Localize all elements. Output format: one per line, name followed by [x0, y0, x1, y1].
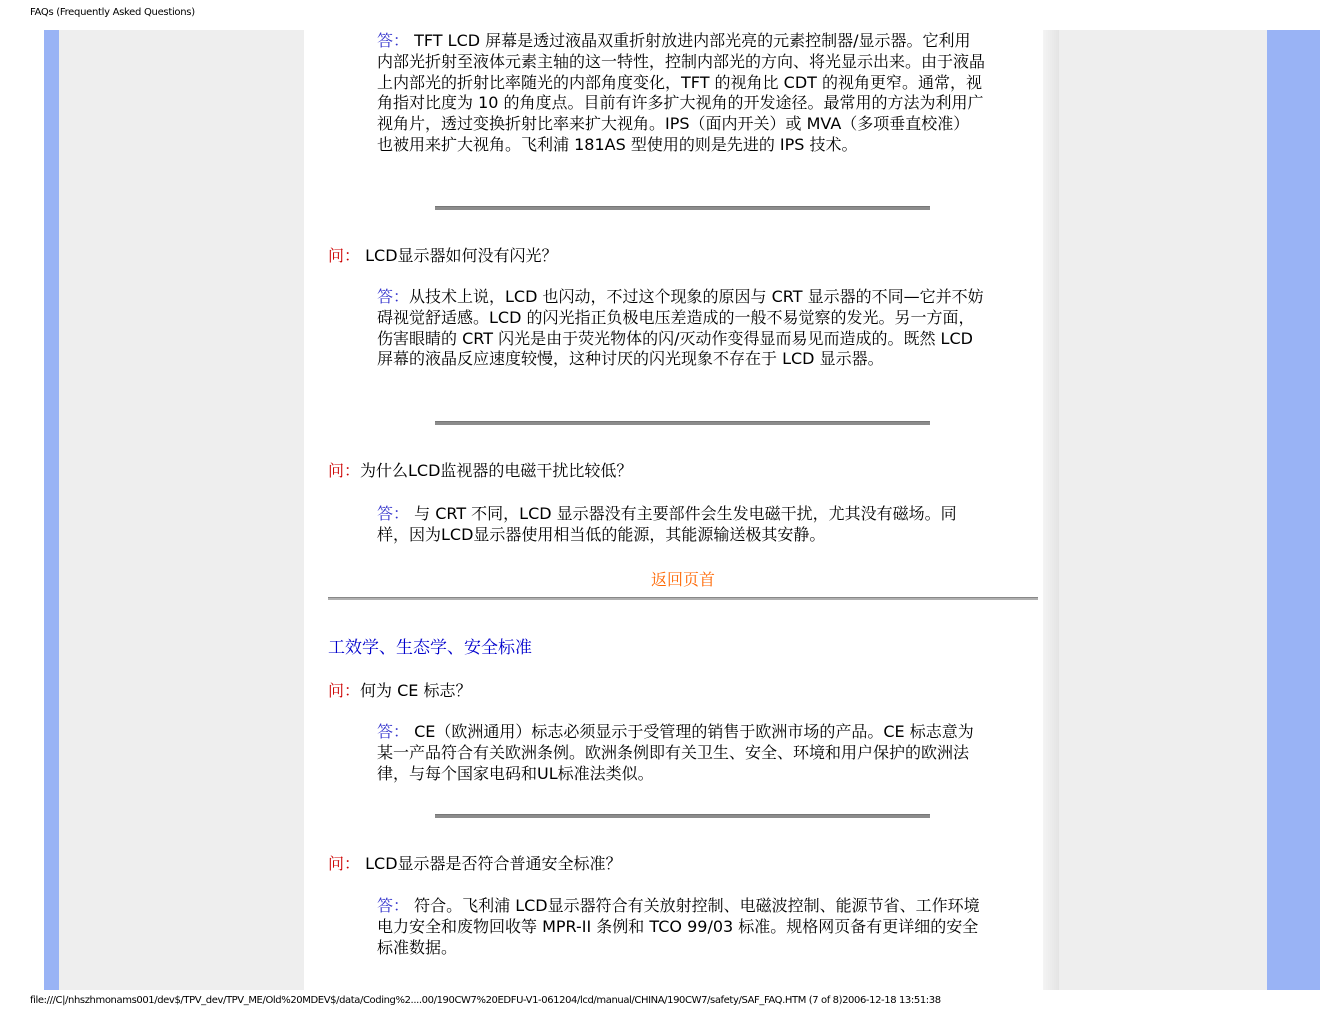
- answer-lcd-flicker: [377, 287, 985, 370]
- divider: [435, 206, 930, 210]
- question-lcd-flicker: [328, 243, 558, 266]
- question-text: LCD显示器是否符合普通安全标准？: [360, 854, 622, 873]
- left-blue-bar: [44, 30, 59, 990]
- divider: [435, 421, 930, 425]
- question-label: 问：: [328, 461, 361, 480]
- section-divider: [328, 597, 1038, 600]
- left-gray-panel: [59, 30, 304, 990]
- right-blue-bar: [1267, 30, 1320, 990]
- answer-text: CE（欧洲通用）标志必须显示于受管理的销售于欧洲市场的产品。CE 标志意为某一产品符合有关欧洲条例。欧洲条例即有关卫生、安全、环境和用户保护的欧洲法律，与每个国家电码和UL标准法类似。: [377, 722, 974, 783]
- right-gray-panel: [1059, 30, 1267, 990]
- divider: [435, 814, 930, 818]
- answer-text: 符合。飞利浦 LCD显示器符合有关放射控制、电磁波控制、能源节省、工作环境电力安全和废物回收等 MPR-II 条例和 TCO 99/03 标准。规格网页备有更详细的安全标准数据。: [377, 896, 980, 957]
- answer-label: 答：: [377, 31, 410, 50]
- answer-tft-viewing-angle: [377, 31, 985, 156]
- question-emi: [328, 458, 632, 481]
- answer-label: 答：: [377, 287, 410, 306]
- answer-text: 从技术上说，LCD 也闪动，不过这个现象的原因与 CRT 显示器的不同—它并不妨碍视觉舒适感。LCD 的闪光指正负极电压差造成的一般不易觉察的发光。另一方面，伤害眼睛的 CRT 闪光是由于荧光物体的闪/灭动作变得显而易见而造成的。既然 LCD 屏幕的液晶反应速度较慢，这种讨厌的闪光现象不存在于 LCD 显示器。: [377, 287, 984, 369]
- question-label: 问：: [328, 681, 361, 700]
- answer-label: 答：: [377, 504, 410, 523]
- answer-safety-standards: [377, 896, 985, 958]
- question-label: 问：: [328, 854, 361, 873]
- answer-label: 答：: [377, 896, 410, 915]
- question-label: 问：: [328, 246, 361, 265]
- print-footer-path: file:///C|/nhszhmonams001/dev$/TPV_dev/TPV_ME/Old%20MDEV$/data/Coding%2....00/190CW7%20EDFU-V1-061204/lcd/manual/CHINA/190CW7/safety/SAF_FAQ.HTM (7 of 8)2006-12-18 13:51:38: [30, 995, 941, 1006]
- answer-text: TFT LCD 屏幕是透过液晶双重折射放进内部光亮的元素控制器/显示器。它利用内部光折射至液体元素主轴的这一特性，控制内部光的方向、将光显示出来。由于液晶上内部光的折射比率随光的内部角度变化，TFT 的视角比 CDT 的视角更窄。通常，视角指对比度为 10 的角度点。目前有许多扩大视角的开发途径。最常用的方法为利用广视角片，透过变换折射比率来扩大视角。IPS（面内开关）或 MVA（多项垂直校准）也被用来扩大视角。飞利浦 181AS 型使用的则是先进的 IPS 技术。: [377, 31, 986, 154]
- question-safety-standards: [328, 851, 622, 874]
- question-ce-mark: [328, 678, 471, 701]
- question-text: 何为 CE 标志？: [360, 681, 472, 700]
- answer-ce-mark: [377, 722, 985, 784]
- answer-label: 答：: [377, 722, 410, 741]
- back-to-top-link[interactable]: 返回页首: [651, 570, 716, 589]
- question-text: 为什么LCD监视器的电磁干扰比较低？: [360, 461, 633, 480]
- print-header-title: FAQs (Frequently Asked Questions): [30, 7, 195, 18]
- answer-text: 与 CRT 不同，LCD 显示器没有主要部件会生发电磁干扰，尤其没有磁场。同样，因为LCD显示器使用相当低的能源，其能源输送极其安静。: [377, 504, 957, 544]
- content-right-edge: [1043, 30, 1059, 990]
- question-text: LCD显示器如何没有闪光？: [360, 246, 558, 265]
- section-title: 工效学、生态学、安全标准: [328, 638, 532, 658]
- answer-emi: [377, 504, 985, 546]
